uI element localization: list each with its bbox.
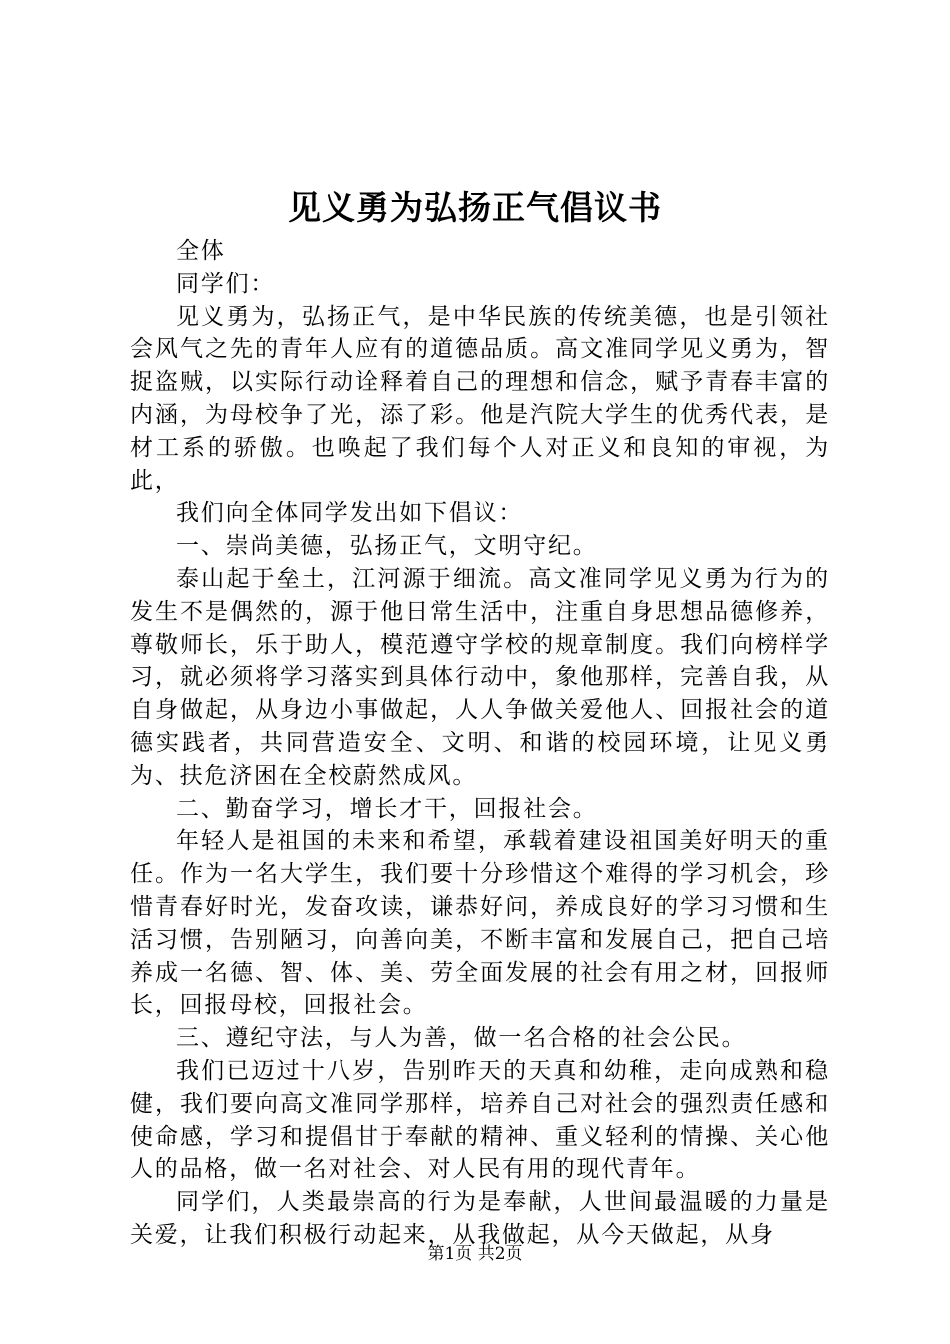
document-title: 见义勇为弘扬正气倡议书	[288, 188, 662, 227]
intro-paragraph: 见义勇为，弘扬正气，是中华民族的传统美德，也是引领社会风气之先的青年人应有的道德品质。高文准同学见义勇为，智捉盗贼，以实际行动诠释着自己的理想和信念，赋予青春丰富的内涵，为母校争了光，添了彩。他是汽院大学生的优秀代表，是材工系的骄傲。也唤起了我们每个人对正义和良知的审视，为此，	[130, 303, 830, 494]
section-heading-3: 三、遵纪守法，与人为善，做一名合格的社会公民。	[176, 1025, 747, 1052]
section-paragraph-2: 年轻人是祖国的未来和希望，承载着建设祖国美好明天的重任。作为一名大学生，我们要十分珍惜这个难得的学习机会，珍惜青春好时光，发奋攻读，谦恭好问，养成良好的学习习惯和生活习惯，告别陋习，向善向美，不断丰富和发展自己，把自己培养成一名德、智、体、美、劳全面发展的社会有用之材，回报师长，回报母校，回报社会。	[130, 828, 830, 1019]
page-number-footer: 第1页 共2页	[427, 1244, 523, 1264]
closing-paragraph: 同学们，人类最崇高的行为是奉献，人世间最温暖的力量是关爱，让我们积极行动起来，从我做起，从今天做起，从身	[130, 1189, 830, 1248]
document-body	[130, 235, 830, 1252]
section-heading-2: 二、勤奋学习，增长才干，回报社会。	[176, 795, 598, 822]
salutation-line-1: 全体	[176, 238, 226, 264]
salutation-line-2: 同学们：	[176, 270, 276, 297]
section-paragraph-1: 泰山起于垒土，江河源于细流。高文准同学见义勇为行为的发生不是偶然的，源于他日常生活中，注重自身思想品德修养，尊敬师长，乐于助人，模范遵守学校的规章制度。我们向榜样学习，就必须将学习落实到具体行动中，象他那样，完善自我，从自身做起，从身边小事做起，人人争做关爱他人、回报社会的道德实践者，共同营造安全、文明、和谐的校园环境，让见义勇为、扶危济困在全校蔚然成风。	[130, 565, 830, 789]
section-heading-1: 一、崇尚美德，弘扬正气，文明守纪。	[176, 533, 598, 560]
section-paragraph-3: 我们已迈过十八岁，告别昨天的天真和幼稚，走向成熟和稳健，我们要向高文准同学那样，培养自己对社会的强烈责任感和使命感，学习和提倡甘于奉献的精神、重义轻利的情操、关心他人的品格，做一名对社会、对人民有用的现代青年。	[130, 1057, 830, 1183]
proposal-lead: 我们向全体同学发出如下倡议：	[176, 500, 524, 527]
